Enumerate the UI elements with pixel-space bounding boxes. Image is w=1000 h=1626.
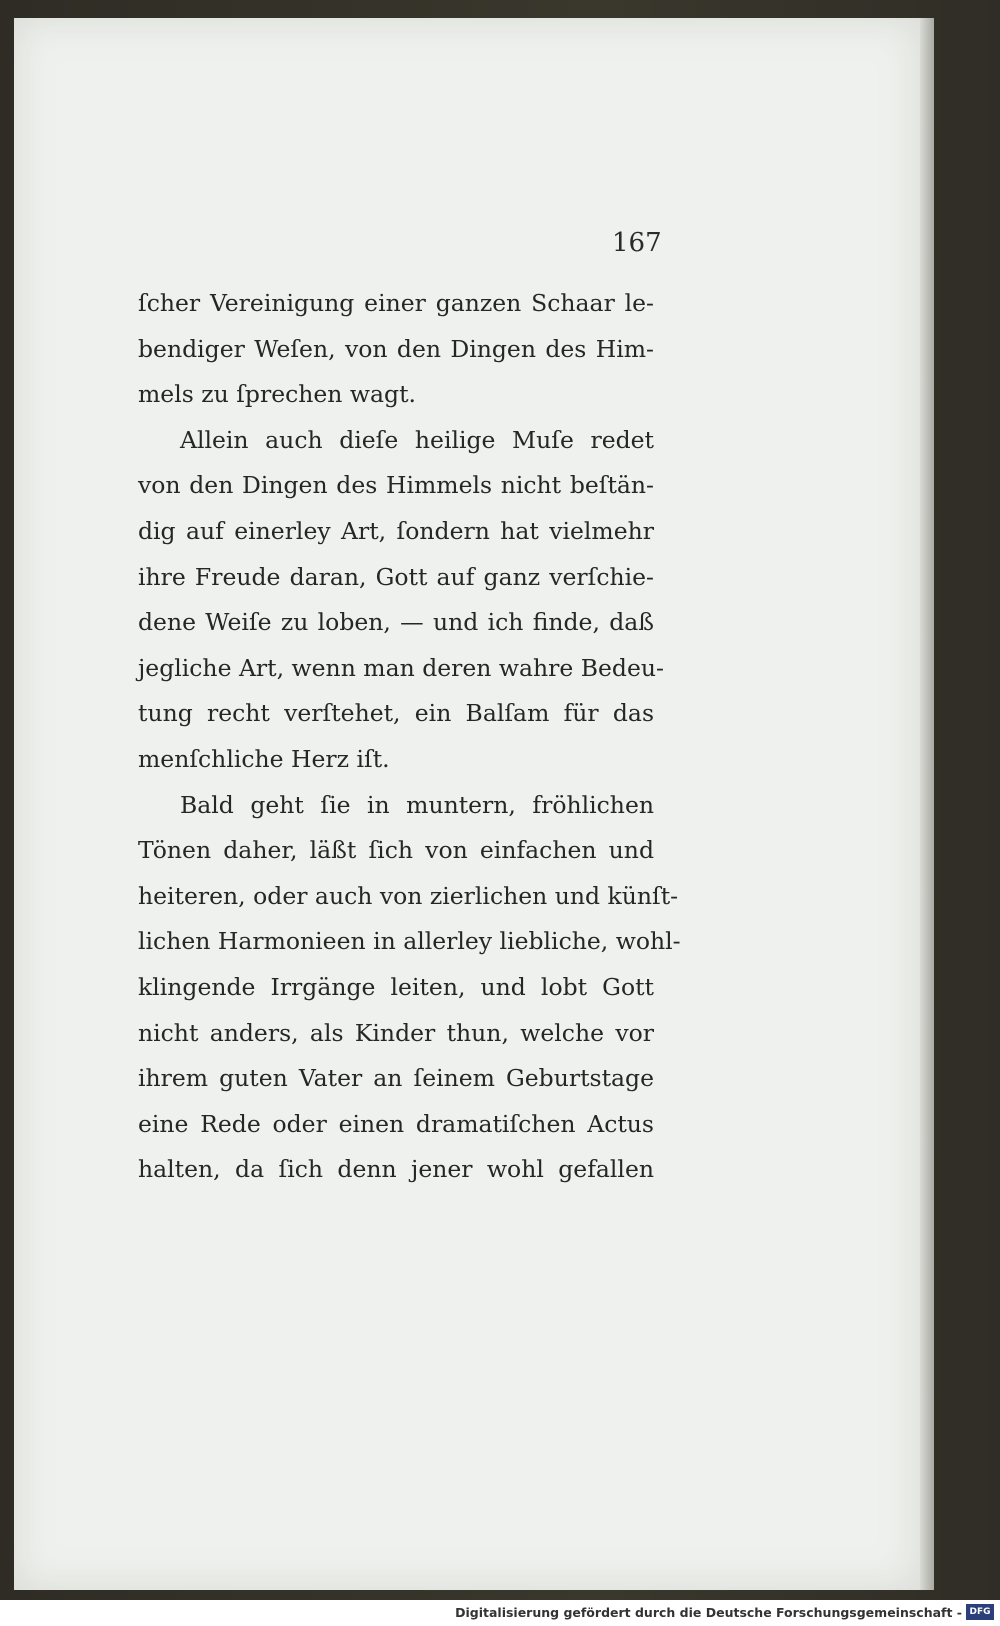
text-line: ſcher Vereinigung einer ganzen Schaar le- (138, 289, 654, 317)
text-line: Allein auch dieſe heilige Muſe redet (180, 425, 654, 454)
text-line: menſchliche Herz iſt. (138, 744, 390, 773)
page-edge (920, 18, 934, 1590)
page-number: 167 (612, 228, 662, 258)
text-line: ihre Freude daran, Gott auf ganz verſchie- (138, 562, 654, 591)
dfg-logo: DFG (966, 1604, 994, 1620)
text-line: Bald geht ſie in muntern, fröhlichen (180, 790, 654, 819)
body-text (138, 281, 681, 1193)
text-line: Tönen daher, läßt ſich von einfachen und (138, 836, 654, 865)
funding-notice: Digitalisierung gefördert durch die Deutsche Forschungsgemeinschaft - (455, 1605, 962, 1620)
text-line: tung recht verſtehet, ein Balſam für das (138, 699, 654, 728)
text-line: mels zu ſprechen wagt. (138, 380, 416, 409)
text-line: klingende Irrgänge leiten, und lobt Gott (138, 972, 654, 1001)
text-line: heiteren, oder auch von zierlichen und künſt- (138, 881, 679, 910)
footer (0, 1600, 1000, 1626)
text-line: lichen Harmonieen in allerley liebliche, wohl- (138, 927, 681, 956)
text-line: nicht anders, als Kinder thun, welche vor (138, 1018, 654, 1047)
text-line: dene Weiſe zu loben, — und ich finde, daß (138, 608, 654, 637)
text-line: von den Dingen des Himmels nicht beſtän- (138, 471, 654, 500)
text-line: dig auf einerley Art, ſondern hat vielmehr (138, 516, 654, 545)
text-line: ihrem guten Vater an ſeinem Geburtstage (138, 1064, 654, 1093)
text-line: jegliche Art, wenn man deren wahre Bedeu- (138, 653, 664, 682)
text-line: halten, da ſich denn jener wohl gefallen (138, 1155, 654, 1184)
text-line: bendiger Weſen, von den Dingen des Him- (138, 334, 654, 363)
text-line: eine Rede oder einen dramatiſchen Actus (138, 1109, 654, 1138)
